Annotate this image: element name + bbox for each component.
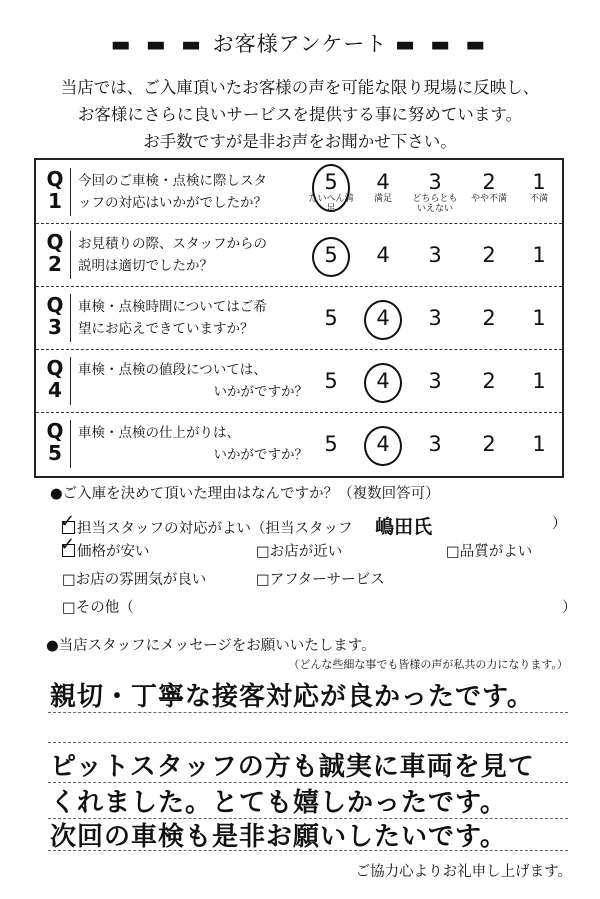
rating-option[interactable] — [514, 432, 564, 456]
rating-option[interactable] — [410, 432, 460, 456]
question-line: 車検・点検の値段については、 — [78, 362, 267, 378]
intro-text — [0, 74, 600, 155]
question-divider — [70, 420, 71, 468]
rating-option[interactable] — [306, 369, 356, 393]
reason-price-label: 価格が安い — [77, 544, 150, 560]
question-line: 説明は適切でしたか？ — [78, 258, 213, 274]
survey-title — [0, 28, 600, 58]
selected-circle — [364, 300, 402, 340]
selected-circle — [312, 237, 350, 277]
question-text — [78, 233, 308, 277]
rating-value: 5 — [324, 369, 338, 393]
rating-option[interactable] — [514, 170, 564, 204]
rating-value: 4 — [376, 432, 390, 456]
title-bars-right: ▬ ▬ ▬ — [395, 32, 490, 56]
question-text — [78, 170, 308, 214]
question-number: Q 1 — [46, 167, 64, 213]
rating-option[interactable] — [464, 243, 514, 267]
rating-option[interactable] — [514, 306, 564, 330]
rating-option[interactable] — [514, 369, 564, 393]
question-table — [34, 158, 564, 478]
question-number: Q 2 — [46, 230, 64, 276]
message-heading: ●当店スタッフにメッセージをお願いいたします。 — [46, 638, 376, 654]
rating-option[interactable] — [410, 243, 460, 267]
other-close-paren: ） — [562, 600, 577, 616]
rating-value: 4 — [376, 243, 390, 267]
rating-caption: たいへん満足 — [308, 194, 354, 214]
rating-caption: 不満 — [529, 194, 548, 204]
question-text — [78, 296, 308, 340]
rating-value: 2 — [482, 432, 496, 456]
question-line: 車検・点検の仕上がりは、 — [78, 425, 240, 441]
checkbox-checked[interactable] — [60, 511, 76, 534]
question-number: Q 4 — [46, 356, 64, 402]
rating-option[interactable] — [306, 170, 356, 214]
rating-caption: 満足 — [373, 194, 392, 204]
selected-circle — [312, 164, 350, 212]
question-line: 望にお応えできていますか？ — [78, 321, 254, 337]
rating-option[interactable] — [306, 306, 356, 330]
rating-value: 3 — [428, 306, 442, 330]
question-line: ッフの対応はいかがでしたか？ — [78, 195, 267, 211]
rating-option[interactable] — [514, 243, 564, 267]
reason-other-option[interactable]: □その他（ — [62, 600, 134, 616]
rating-value: 4 — [376, 306, 390, 330]
rating-option[interactable] — [410, 369, 460, 393]
rating-value: 1 — [532, 306, 546, 330]
message-handwritten-line: 次回の車検も是非お願いしたいです。 — [50, 822, 507, 852]
message-handwritten-line: くれました。とても嬉しかったです。 — [50, 788, 507, 818]
rating-value: 1 — [532, 432, 546, 456]
rating-option[interactable] — [306, 243, 356, 267]
title-bars-left: ▬ ▬ ▬ — [110, 32, 205, 56]
rating-caption: やや不満 — [470, 194, 507, 204]
reason-section — [50, 482, 577, 622]
question-text — [78, 359, 308, 403]
rating-value: 3 — [428, 243, 442, 267]
rating-option[interactable] — [410, 306, 460, 330]
question-divider — [70, 357, 71, 405]
question-line: いかがですか？ — [213, 384, 308, 400]
rating-value: 4 — [376, 369, 390, 393]
reason-staff-option[interactable] — [62, 512, 432, 539]
question-line: お見積りの際、スタッフからの — [78, 236, 267, 252]
question-line: いかがですか？ — [213, 447, 308, 463]
rating-value: 2 — [482, 369, 496, 393]
rating-value: 5 — [324, 170, 338, 194]
rating-option[interactable] — [410, 170, 460, 214]
question-number: Q 5 — [46, 419, 64, 465]
selected-circle — [364, 363, 402, 403]
rating-value: 4 — [376, 170, 390, 194]
question-divider — [70, 231, 71, 279]
rating-option[interactable] — [464, 306, 514, 330]
question-line: 車検・点検時間についてはご希 — [78, 299, 267, 315]
check-icon: ✓ — [60, 511, 76, 532]
rating-value: 2 — [482, 306, 496, 330]
reason-atmosphere-option[interactable]: □お店の雰囲気が良い — [62, 572, 207, 588]
question-divider — [70, 294, 71, 342]
question-row — [36, 160, 562, 224]
selected-circle — [364, 426, 402, 466]
question-row — [36, 412, 562, 476]
question-line: 今回のご車検・点検に際しスタ — [78, 173, 267, 189]
intro-line: お客様にさらに良いサービスを提供する事に努めています。 — [77, 105, 523, 124]
rating-value: 5 — [324, 432, 338, 456]
rating-option[interactable] — [358, 170, 408, 204]
rating-value: 1 — [532, 170, 546, 194]
message-handwritten-line: 親切・丁寧な接客対応が良かったです。 — [50, 682, 534, 712]
rating-option[interactable] — [464, 369, 514, 393]
question-row — [36, 349, 562, 413]
rating-value: 2 — [482, 170, 496, 194]
rating-value: 2 — [482, 243, 496, 267]
title-text: お客様アンケート — [212, 32, 388, 56]
rating-value: 5 — [324, 306, 338, 330]
rating-value: 5 — [324, 243, 338, 267]
question-row — [36, 223, 562, 287]
rating-value: 3 — [428, 432, 442, 456]
checkbox-checked[interactable] — [60, 534, 76, 557]
staff-close-paren: ） — [552, 516, 567, 532]
rating-option[interactable] — [358, 369, 408, 393]
rating-value: 1 — [532, 243, 546, 267]
rating-option[interactable] — [358, 432, 408, 456]
reason-heading: ●ご入庫を決めて頂いた理由はなんですか？（複数回答可） — [50, 486, 440, 502]
reason-price-option[interactable] — [60, 534, 150, 561]
check-icon: ✓ — [60, 534, 76, 555]
rating-value: 1 — [532, 369, 546, 393]
rating-option[interactable] — [306, 432, 356, 456]
reason-near-option[interactable]: □お店が近い — [256, 544, 343, 560]
reason-quality-option[interactable]: □品質がよい — [446, 544, 533, 560]
message-handwritten-line: ピットスタッフの方も誠実に車両を見て — [50, 752, 535, 782]
question-row — [36, 286, 562, 350]
reason-staff-label: 担当スタッフの対応がよい（担当スタッフ — [77, 521, 353, 537]
intro-line: お手数ですが是非お声をお聞かせ下さい。 — [143, 132, 457, 151]
reason-after-service-option[interactable]: □アフターサービス — [256, 572, 385, 588]
question-divider — [70, 168, 71, 216]
staff-name-handwritten: 嶋田氏 — [375, 516, 433, 538]
rating-value: 3 — [428, 369, 442, 393]
rating-option[interactable] — [464, 432, 514, 456]
message-ruled-line — [48, 742, 568, 743]
question-text — [78, 422, 308, 466]
rating-option[interactable] — [358, 243, 408, 267]
closing-thanks: ご協力心よりお礼申し上げます。 — [355, 864, 572, 880]
rating-value: 3 — [428, 170, 442, 194]
rating-option[interactable] — [464, 170, 514, 204]
rating-option[interactable] — [358, 306, 408, 330]
question-number: Q 3 — [46, 293, 64, 339]
intro-line: 当店では、ご入庫頂いたお客様の声を可能な限り現場に反映し、 — [60, 78, 540, 97]
message-note: （どんな些細な事でも皆様の声が私共の力になります。） — [288, 658, 568, 671]
rating-caption: どちらともいえない — [412, 194, 458, 214]
